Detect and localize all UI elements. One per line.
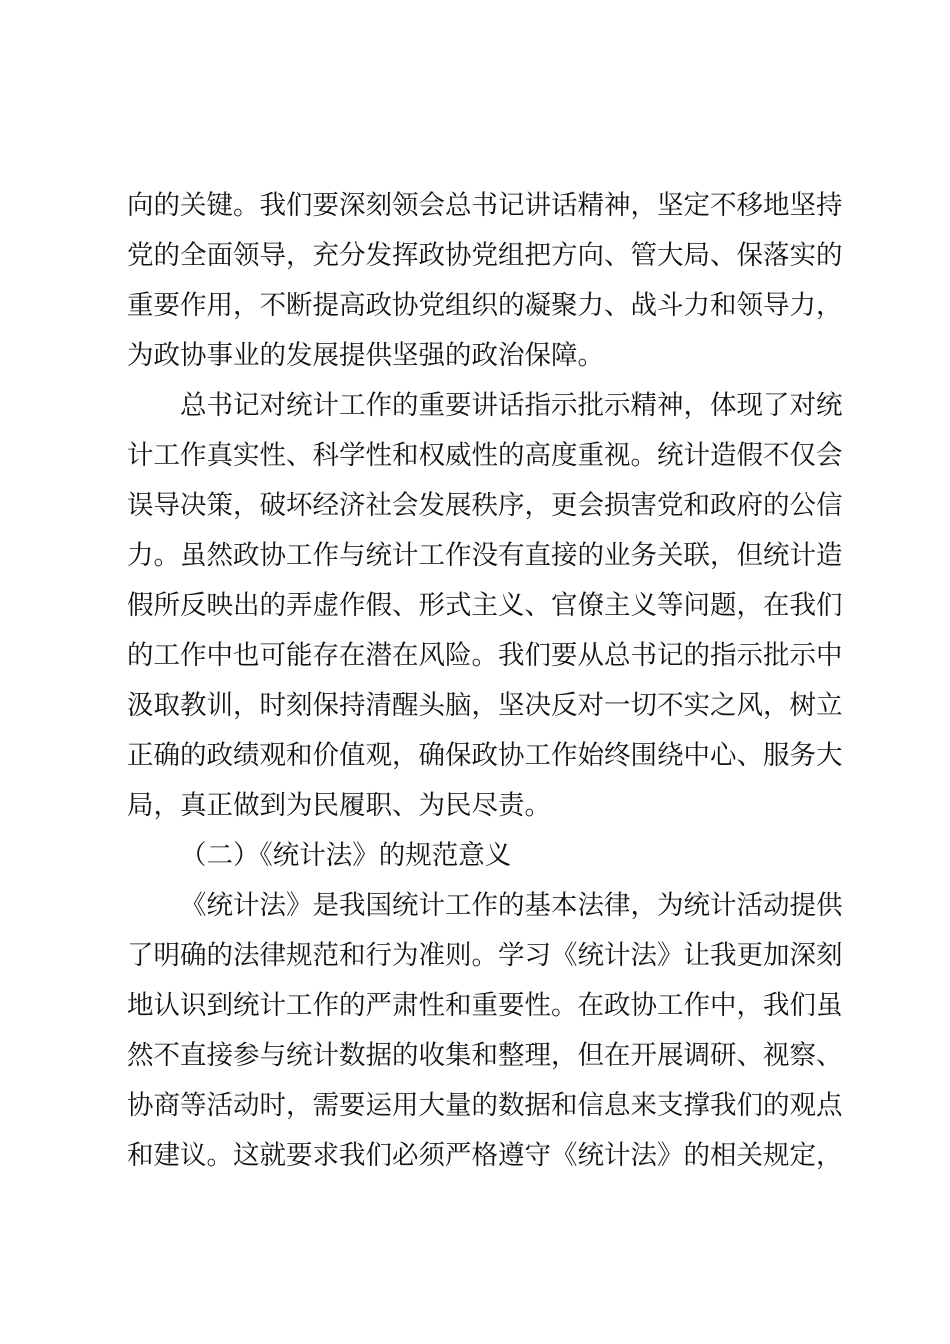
paragraph-first-line: 总书记对统计工作的重要讲话指示批示精神，体现了对统 [180, 390, 843, 421]
text-line: 协商等活动时，需要运用大量的数据和信息来支撑我们的观点 [127, 1090, 843, 1121]
text-line: 汲取教训，时刻保持清醒头脑，坚决反对一切不实之风，树立 [127, 690, 843, 721]
text-line: 向的关键。我们要深刻领会总书记讲话精神，坚定不移地坚持 [127, 190, 843, 221]
text-line: 误导决策，破坏经济社会发展秩序，更会损害党和政府的公信 [127, 490, 843, 521]
text-line: 计工作真实性、科学性和权威性的高度重视。统计造假不仅会 [127, 440, 843, 471]
text-line: 了明确的法律规范和行为准则。学习《统计法》让我更加深刻 [127, 940, 843, 971]
text-line: 地认识到统计工作的严肃性和重要性。在政协工作中，我们虽 [127, 990, 843, 1021]
text-line: 党的全面领导，充分发挥政协党组把方向、管大局、保落实的 [127, 240, 843, 271]
text-line: 的工作中也可能存在潜在风险。我们要从总书记的指示批示中 [127, 640, 843, 671]
section-heading: （二）《统计法》的规范意义 [180, 840, 512, 871]
text-line: 和建议。这就要求我们必须严格遵守《统计法》的相关规定， [127, 1140, 843, 1171]
text-line: 为政协事业的发展提供坚强的政治保障。 [127, 340, 604, 371]
text-line: 局，真正做到为民履职、为民尽责。 [127, 790, 551, 821]
text-line: 假所反映出的弄虚作假、形式主义、官僚主义等问题，在我们 [127, 590, 843, 621]
paragraph-first-line: 《统计法》是我国统计工作的基本法律，为统计活动提供 [180, 890, 843, 921]
text-line: 力。虽然政协工作与统计工作没有直接的业务关联，但统计造 [127, 540, 843, 571]
text-line: 重要作用，不断提高政协党组织的凝聚力、战斗力和领导力， [127, 290, 843, 321]
text-line: 然不直接参与统计数据的收集和整理，但在开展调研、视察、 [127, 1040, 843, 1071]
text-line: 正确的政绩观和价值观，确保政协工作始终围绕中心、服务大 [127, 740, 843, 771]
